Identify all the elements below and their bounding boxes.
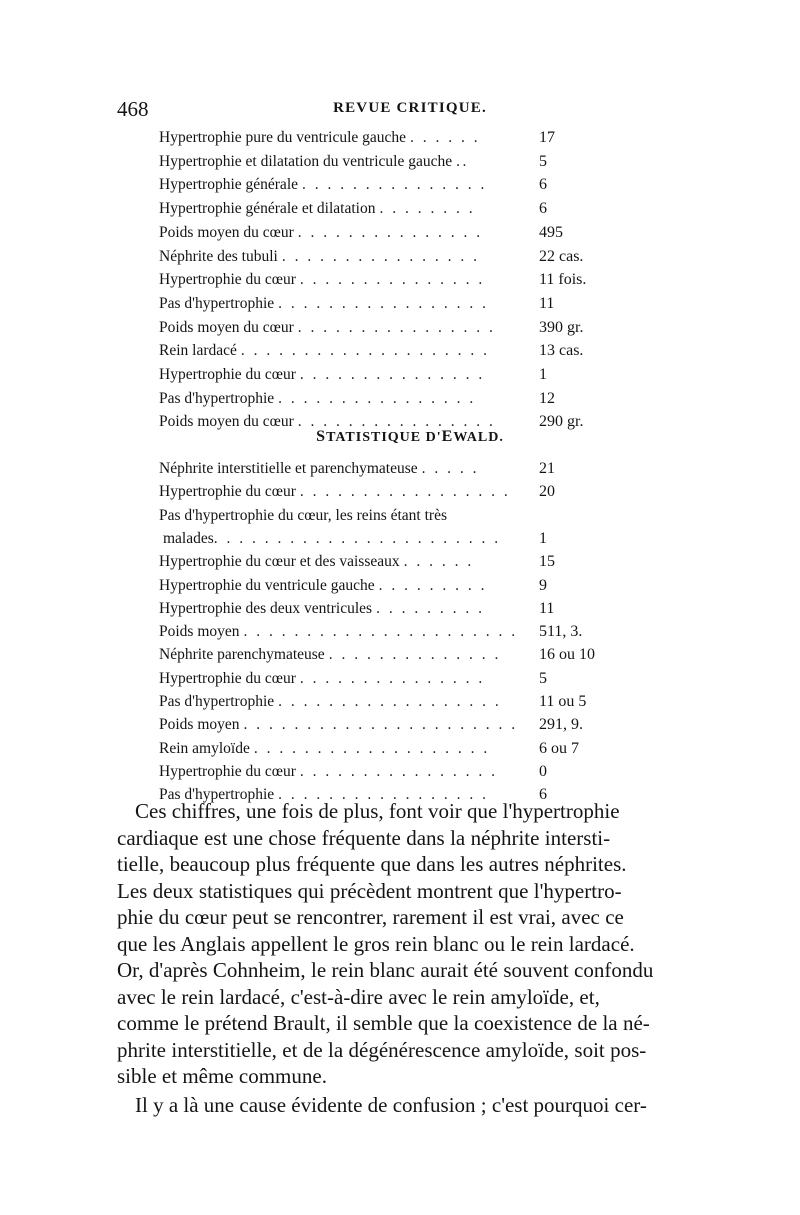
row-label: Hypertrophie du cœur (159, 366, 296, 383)
table-row (159, 505, 619, 527)
table-row (159, 198, 619, 220)
table-row (159, 222, 619, 244)
leader-dots: . . . . . . (403, 553, 474, 571)
leader-dots: . . . . . . . . . . . . . . . (299, 366, 485, 383)
row-label: Pas d'hypertrophie (159, 693, 275, 710)
row-value: 11 fois. (539, 271, 587, 289)
row-label: Rein lardacé (159, 342, 237, 360)
paragraph-line: comme le prétend Brault, il semble que la coexistence de la né- (117, 1011, 650, 1035)
table-row (159, 481, 619, 503)
row-label: Pas d'hypertrophie du cœur, les reins étant très (159, 506, 447, 524)
paragraph-line: Ces chiffres, une fois de plus, font voir que l'hypertrophie (135, 799, 620, 823)
row-label: Néphrite interstitielle et parenchymateuse (159, 460, 418, 477)
row-label: Rein amyloïde (159, 739, 250, 757)
table-row (159, 151, 619, 173)
leader-dots: . . . . . . . . . (378, 576, 487, 594)
row-label: Poids moyen (159, 716, 240, 734)
row-value: 290 gr. (539, 413, 584, 431)
row-label: Poids moyen (159, 623, 240, 641)
row-value: 1 (539, 529, 547, 547)
row-label: Hypertrophie du ventricule gauche (159, 576, 375, 594)
row-label: Poids moyen du cœur (159, 413, 294, 431)
row-label: Poids moyen du cœur (159, 223, 294, 241)
row-label: Néphrite parenchymateuse (159, 646, 325, 664)
running-title: REVUE CRITIQUE. (333, 100, 487, 116)
leader-dots: . . . . . (421, 460, 480, 477)
leader-dots: . . . . . . . . . . . . . . . (299, 669, 485, 687)
paragraph-line: sible et même commune. (117, 1064, 327, 1088)
row-value: 6 (539, 200, 547, 218)
leader-dots: . . . . . . (410, 129, 481, 146)
row-value: 6 (539, 786, 547, 804)
row-value: 1 (539, 366, 547, 383)
table-row (159, 714, 619, 736)
table-row (159, 174, 619, 196)
paragraph-line: phrite interstitielle, et de la dégénérescence amyloïde, soit pos- (117, 1037, 647, 1062)
leader-dots: . . . . . . . . . . . . . . . . (297, 413, 496, 431)
row-label: Hypertrophie des deux ventricules (159, 599, 373, 617)
table-row (159, 761, 619, 783)
table-row (159, 458, 619, 480)
row-value: 291, 9. (539, 716, 583, 734)
row-label: Hypertrophie du cœur (159, 483, 296, 501)
leader-dots: . . . . . . . . . . . . . . . (302, 176, 487, 194)
row-value: 20 (539, 483, 555, 501)
row-value: 9 (539, 576, 547, 594)
leader-dots: . . . . . . . . . . . . . . (328, 646, 501, 664)
leader-dots: . . . . . . . . . . . . . . . . . . . . (240, 342, 490, 360)
leader-dots: . . . . . . . . . (376, 599, 485, 617)
table-row (159, 317, 619, 339)
row-label: Hypertrophie générale et dilatation (159, 200, 376, 218)
table-row (159, 528, 619, 550)
section-title-rest-2: WALD. (453, 430, 504, 445)
table-row (159, 598, 619, 620)
row-label: Hypertrophie du cœur (159, 271, 296, 289)
table-row (159, 293, 619, 315)
row-value: 16 ou 10 (539, 646, 595, 664)
paragraph-line: que les Anglais appellent le gros rein blanc ou le rein lardacé. (117, 931, 635, 956)
row-label: Pas d'hypertrophie (159, 389, 275, 407)
row-value: 21 (539, 460, 555, 477)
leader-dots: . . . . . . . . . . . . . . . . . (278, 294, 489, 312)
leader-dots: . . . . . . . . . . . . . . . . . . . . . . (243, 716, 518, 734)
leader-dots: . . . . . . . . . . . . . . . . (278, 389, 476, 407)
row-label: Pas d'hypertrophie (159, 786, 275, 804)
paragraph-line: Or, d'après Cohnheim, le rein blanc aurait été souvent confondu (117, 958, 654, 982)
table-row (159, 364, 619, 386)
leader-dots: . . . . . . . . . . . . . . . . . . . (253, 739, 490, 757)
row-value: 5 (539, 152, 547, 170)
leader-dots: . . . . . . . . . . . . . . . . . (278, 786, 489, 804)
row-label: Poids moyen du cœur (159, 318, 294, 336)
section-title-rest: TATISTIQUE D' (326, 430, 442, 445)
row-label: Hypertrophie pure du ventricule gauche (159, 129, 407, 146)
section-title-initial: S (316, 428, 327, 445)
table-row (159, 644, 619, 666)
section-title-initial-2: E (441, 428, 454, 445)
row-label: Hypertrophie et dilatation du ventricule gauche (159, 152, 453, 170)
row-label: Pas d'hypertrophie (159, 294, 275, 312)
row-value: 22 cas. (539, 247, 584, 265)
table-row (159, 269, 619, 291)
leader-dots: . . . . . . . . . . . . . . . . . . . . . . . (213, 529, 501, 547)
row-value: 17 (539, 129, 555, 146)
row-value: 6 ou 7 (539, 739, 579, 757)
leader-dots: . . . . . . . . . . . . . . . . . (299, 483, 511, 501)
row-value: 13 cas. (539, 342, 584, 360)
row-value: 12 (539, 389, 555, 407)
leader-dots: . . . . . . . . (379, 200, 476, 218)
row-value: 390 gr. (539, 318, 584, 336)
row-value: 11 ou 5 (539, 693, 587, 710)
leader-dots: . . . . . . . . . . . . . . . . (299, 762, 498, 780)
row-value: 0 (539, 762, 547, 780)
paragraph-line: Les deux statistiques qui précèdent montrent que l'hypertro- (117, 878, 622, 903)
row-label: Hypertrophie du cœur (159, 669, 296, 687)
row-value: 511, 3. (539, 623, 583, 641)
paragraph-line: Il y a là une cause évidente de confusion ; c'est pourquoi cer- (135, 1092, 647, 1117)
table-row (159, 691, 619, 713)
paragraph-line: cardiaque est une chose fréquente dans la néphrite intersti- (117, 825, 611, 850)
page-number: 468 (117, 97, 149, 121)
table-row (159, 127, 619, 149)
leader-dots: . . . . . . . . . . . . . . . (299, 271, 485, 289)
leader-dots: . . . . . . . . . . . . . . . . . . (278, 693, 502, 710)
row-label: Néphrite des tubuli (159, 247, 278, 265)
row-label: Hypertrophie générale (159, 176, 299, 194)
paragraph-line: tielle, beaucoup plus fréquente que dans les autres néphrites. (117, 852, 627, 876)
table-row (159, 340, 619, 362)
leader-dots: . . . . . . . . . . . . . . . (297, 223, 483, 241)
leader-dots: . . . . . . . . . . . . . . . . . . . . . . (243, 623, 518, 641)
table-row (159, 621, 619, 643)
row-label: malades (163, 529, 214, 547)
row-value: 495 (539, 223, 563, 241)
table-row (159, 388, 619, 410)
section-title (0, 428, 800, 446)
leader-dots: .. (456, 152, 469, 170)
table-row (159, 668, 619, 690)
row-label: Hypertrophie du cœur (159, 762, 296, 780)
row-value: 11 (539, 294, 555, 312)
row-value: 11 (539, 599, 555, 617)
row-value: 5 (539, 669, 547, 687)
table-row (159, 738, 619, 760)
paragraph-line: phie du cœur peut se rencontrer, rarement il est vrai, avec ce (117, 905, 624, 929)
row-value: 15 (539, 553, 555, 571)
table-row (159, 575, 619, 597)
leader-dots: . . . . . . . . . . . . . . . . (281, 247, 480, 265)
table-row (159, 246, 619, 268)
row-value: 6 (539, 176, 547, 194)
row-label: Hypertrophie du cœur et des vaisseaux (159, 553, 400, 571)
paragraph-line: avec le rein lardacé, c'est-à-dire avec le rein amyloïde, et, (117, 984, 600, 1009)
table-row (159, 551, 619, 573)
leader-dots: . . . . . . . . . . . . . . . . (297, 318, 496, 336)
